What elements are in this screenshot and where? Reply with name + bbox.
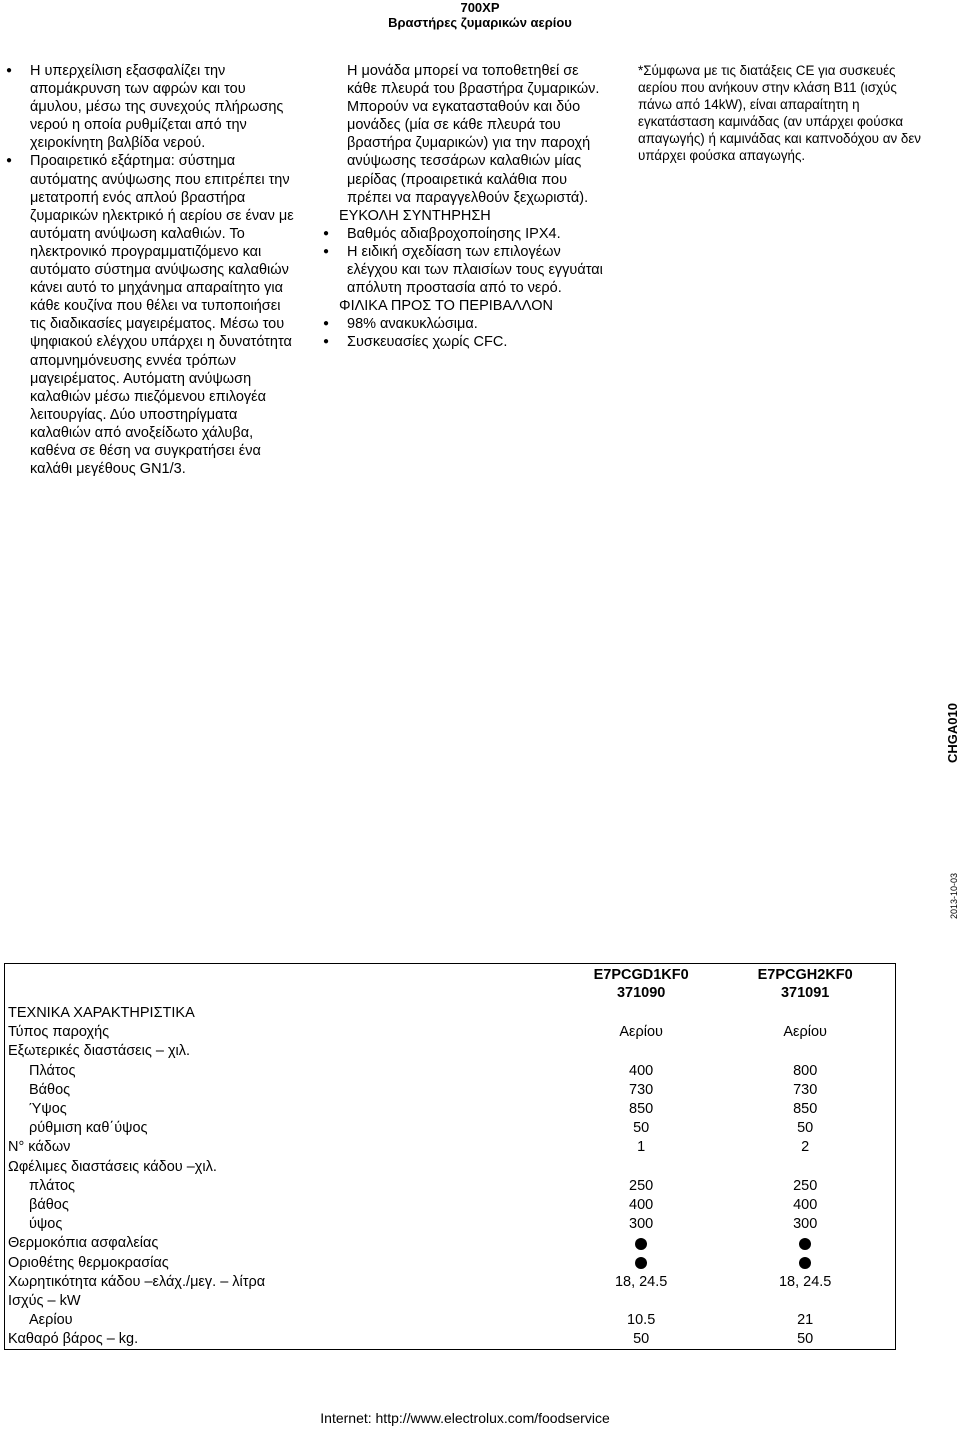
standard-feature-dot-icon (799, 1238, 811, 1250)
text-column-3 (638, 62, 933, 164)
model-1-header: E7PCGD1KF0 371090 (593, 967, 689, 1001)
heading-eco-friendly: ΦΙΛΙΚΑ ΠΡΟΣ ΤΟ ΠΕΡΙΒΑΛΛΟΝ (339, 298, 553, 315)
table-row: Ύψος 850 850 (29, 1101, 818, 1118)
bullet-control-design: ● Η ειδική σχεδίαση των επιλογέων ελέγχου και των πλαισίων τους εγγυάται απόλυτη προστασία από το νερό. (322, 243, 607, 297)
table-row: Πλάτος 400 800 (29, 1062, 818, 1079)
product-subtitle: Βραστήρες ζυμαρικών αερίου (388, 15, 572, 30)
table-row: ύψος 300 300 (29, 1216, 818, 1233)
table-row: Βάθος 730 730 (29, 1081, 818, 1098)
table-title: ΤΕΧΝΙΚΑ ΧΑΡΑΚΤΗΡΙΣΤΙΚΑ (8, 1005, 195, 1022)
table-model-row (5, 964, 896, 1005)
bullet-auto-lift: ● Προαιρετικό εξάρτημα: σύστημα αυτόματης ανύψωσης που επιτρέπει την μετατροπή ενός απλού βραστήρα ζυμαρικών ηλεκτρικό ή αερίου σε έναν με αυτόματη ανύψωση καλαθιών. Το ηλεκτρονικό προγραμματιζόμενο και αυτόματο σύστημα ανύψωσης καλαθιών κάνει αυτό το μηχάνημα απαραίτητο για κάθε κουζίνα που θέλει να τυποποιήσει τις διαδικασίες μαγειρέματος. Μέσω του ψηφιακού ελέγχου υπάρχει η δυνατότητα απομνημόνευσης εννέα τρόπων μαγειρέματος. Αυτόματη ανύψωση καλαθιών μέσω πιεζόμενου επιλογέα λειτουργίας. Δύο υποστηρίγματα καλαθιών από ανοξείδωτο χάλυβα, καθένα σε θέση να συγκρατήσει ένα καλάθι μεγέθους GN1/3. (5, 152, 295, 478)
table-row: Εξωτερικές διαστάσεις – χιλ. (8, 1043, 191, 1060)
table-row: Ωφέλιμες διαστάσεις κάδου –χιλ. (8, 1158, 217, 1175)
bullet-ipx4: ● Βαθμός αδιαβροχοποίησης IPX4. (322, 225, 607, 243)
table-row: Οριοθέτης θερμοκρασίας (5, 1253, 896, 1272)
table-row: ρύθμιση καθ΄ύψος 50 50 (29, 1120, 814, 1137)
footer-website: Internet: http://www.electrolux.com/foodservice (320, 1410, 610, 1426)
table-row: Αερίου 10.5 21 (29, 1312, 814, 1329)
text-column-2 (322, 62, 607, 352)
document-date: 2013-10-03 (949, 872, 959, 920)
table-row: N° κάδων 1 2 (8, 1139, 810, 1156)
table-row: Ισχύς – kW (8, 1292, 81, 1309)
model-title: 700XP (460, 0, 500, 15)
document-code: CHGA010 (945, 703, 960, 763)
table-row: βάθος 400 400 (29, 1196, 818, 1213)
table-row: Καθαρό βάρος – kg. 50 50 (8, 1331, 814, 1348)
bullet-overflow: ● Η υπερχείλιση εξασφαλίζει την απομάκρυνση των αφρών και του άμυλου, μέσω της συνεχούς πλήρωσης νερού η οποία ρυθμίζεται από την χειροκίνητη βαλβίδα νερού. (5, 62, 295, 152)
bullet-recyclable: ● 98% ανακυκλώσιμα. (322, 315, 607, 333)
text-column-1 (5, 62, 295, 478)
table-row: Χωρητικότητα κάδου –ελάχ./μεγ. – λίτρα 18, 24.5 18, 24.5 (8, 1273, 832, 1290)
paragraph-unit-placement: Η μονάδα μπορεί να τοποθετηθεί σε κάθε πλευρά του βραστήρα ζυμαρικών. Μπορούν να εγκατασταθούν και δύο μονάδες (μία σε κάθε πλευρά του βραστήρα ζυμαρικών) για την παροχή ανύψωσης τεσσάρων καλαθιών μίας μερίδας (προαιρετικά καλάθια που πρέπει να παραγγελθούν ξεχωριστά). (347, 63, 600, 206)
specs-table (4, 963, 896, 1350)
heading-easy-maintenance: ΕΥΚΟΛΗ ΣΥΝΤΗΡΗΣΗ (339, 207, 491, 224)
ce-note: *Σύμφωνα με τις διατάξεις CE για συσκευές αερίου που ανήκουν στην κλάση B11 (ισχύς πάνω από 14kW), είναι απαραίτητη η εγκατάσταση καμινάδας (αν υπάρχει φούσκα απαγωγής) ή καμινάδας και καπνοδόχου αν δεν υπάρχει φούσκα απαγωγής. (638, 63, 921, 163)
standard-feature-dot-icon (635, 1238, 647, 1250)
page-header (0, 0, 960, 30)
table-row: Θερμοκόπια ασφαλείας (5, 1234, 896, 1253)
table-row: Τύπος παροχής Αερίου Αερίου (8, 1024, 827, 1041)
model-2-header: E7PCGH2KF0 371091 (757, 967, 853, 1001)
bullet-cfc-free: ● Συσκευασίες χωρίς CFC. (322, 333, 607, 351)
table-row: πλάτος 250 250 (29, 1177, 818, 1194)
standard-feature-dot-icon (635, 1257, 647, 1269)
table-title-row (5, 1004, 896, 1023)
standard-feature-dot-icon (799, 1257, 811, 1269)
